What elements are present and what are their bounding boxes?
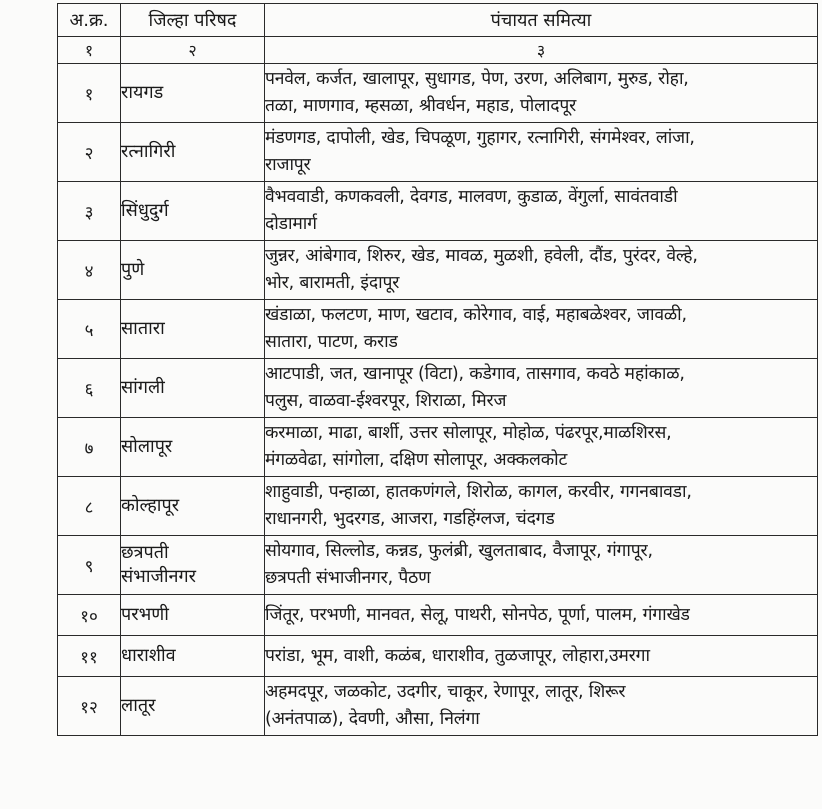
serial-number: १०: [58, 595, 121, 636]
zilla-parishad-name: [121, 300, 265, 359]
samiti-line: छत्रपती संभाजीनगर, पैठण: [265, 568, 431, 588]
samiti-line: परांडा, भूम, वाशी, कळंब, धाराशीव, तुळजापूर, लोहारा,उमरगा: [265, 645, 650, 666]
panchayat-samiti-list: [265, 477, 818, 536]
serial-number: ७: [58, 418, 121, 477]
zilla-parishad-name: [121, 418, 265, 477]
zilla-parishad-name: [121, 64, 265, 123]
samiti-line: (अनंतपाळ), देवणी, औसा, निलंगा: [265, 709, 480, 729]
district-line: सिंधुदुर्ग: [121, 200, 169, 221]
samiti-line: पलुस, वाळवा-ईश्वरपूर, शिराळा, मिरज: [265, 391, 507, 411]
table-row: [58, 536, 818, 595]
district-line: सोलापूर: [121, 436, 173, 457]
panchayat-samiti-list: [265, 359, 818, 418]
serial-number: ११: [58, 636, 121, 677]
samiti-line: मंडणगड, दापोली, खेड, चिपळूण, गुहागर, रत्नागिरी, संगमेश्वर, लांजा,: [265, 128, 695, 148]
table-row: [58, 123, 818, 182]
district-line: पुणे: [121, 259, 145, 280]
samiti-line: तळा, माणगाव, म्हसळा, श्रीवर्धन, महाड, पोलादपूर: [265, 96, 577, 116]
table-row: [58, 677, 818, 736]
samiti-line: दोडामार्ग: [265, 214, 317, 234]
panchayat-samiti-list: [265, 64, 818, 123]
panchayat-samiti-list: [265, 595, 818, 636]
samiti-line: जिंतूर, परभणी, मानवत, सेलू, पाथरी, सोनपेठ, पूर्णा, पालम, गंगाखेड: [265, 604, 690, 625]
district-line: सांगली: [121, 377, 165, 398]
table-row: [58, 636, 818, 677]
zilla-parishad-name: [121, 536, 265, 595]
header-row: [58, 4, 818, 37]
panchayat-samiti-list: [265, 182, 818, 241]
samiti-line: करमाळा, माढा, बार्शी, उत्तर सोलापूर, मोहोळ, पंढरपूर,माळशिरस,: [265, 423, 672, 443]
table-row: [58, 241, 818, 300]
district-line: रत्नागिरी: [121, 141, 176, 162]
samiti-line: आटपाडी, जत, खानापूर (विटा), कडेगाव, तासगाव, कवठे महांकाळ,: [265, 364, 685, 384]
header-panchayat-samitis: पंचायत समित्या: [265, 4, 818, 37]
district-line: लातूर: [121, 695, 156, 716]
panchayat-samiti-table: [57, 3, 818, 736]
column-index-row: [58, 37, 818, 64]
zilla-parishad-name: [121, 677, 265, 736]
serial-number: १२: [58, 677, 121, 736]
panchayat-samiti-list: [265, 677, 818, 736]
district-line: सातारा: [121, 318, 165, 339]
samiti-line: राधानगरी, भुदरगड, आजरा, गडहिंग्लज, चंदगड: [265, 509, 555, 529]
district-line: छत्रपती: [121, 542, 169, 563]
table-row: [58, 418, 818, 477]
samiti-line: वैभववाडी, कणकवली, देवगड, मालवण, कुडाळ, वेंगुर्ला, सावंतवाडी: [265, 187, 678, 207]
district-line: परभणी: [121, 604, 169, 625]
zilla-parishad-name: [121, 359, 265, 418]
district-line: कोल्हापूर: [121, 495, 180, 516]
zilla-parishad-name: [121, 123, 265, 182]
samiti-line: जुन्नर, आंबेगाव, शिरुर, खेड, मावळ, मुळशी, हवेली, दौंड, पुरंदर, वेल्हे,: [265, 246, 698, 266]
column-index-3: ३: [265, 37, 818, 64]
table-row: [58, 182, 818, 241]
column-index-2: २: [121, 37, 265, 64]
serial-number: ४: [58, 241, 121, 300]
samiti-line: खंडाळा, फलटण, माण, खटाव, कोरेगाव, वाई, महाबळेश्वर, जावळी,: [265, 305, 687, 325]
panchayat-samiti-list: [265, 418, 818, 477]
samiti-line: पनवेल, कर्जत, खालापूर, सुधागड, पेण, उरण, अलिबाग, मुरुड, रोहा,: [265, 69, 689, 89]
samiti-line: शाहुवाडी, पन्हाळा, हातकणंगले, शिरोळ, कागल, करवीर, गगनबावडा,: [265, 482, 692, 502]
table-row: [58, 64, 818, 123]
serial-number: ८: [58, 477, 121, 536]
panchayat-samiti-list: [265, 536, 818, 595]
table-row: [58, 477, 818, 536]
serial-number: १: [58, 64, 121, 123]
zilla-parishad-name: [121, 182, 265, 241]
samiti-line: अहमदपूर, जळकोट, उदगीर, चाकूर, रेणापूर, लातूर, शिरूर: [265, 682, 626, 702]
header-zilla-parishad: जिल्हा परिषद: [121, 4, 265, 37]
zilla-parishad-name: [121, 636, 265, 677]
samiti-line: सोयगाव, सिल्लोड, कन्नड, फुलंब्री, खुलताबाद, वैजापूर, गंगापूर,: [265, 541, 653, 561]
table-row: [58, 300, 818, 359]
panchayat-samiti-list: [265, 241, 818, 300]
table-row: [58, 595, 818, 636]
header-serial-number: अ.क्र.: [58, 4, 121, 37]
zilla-parishad-name: [121, 477, 265, 536]
table-row: [58, 359, 818, 418]
samiti-line: मंगळवेढा, सांगोला, दक्षिण सोलापूर, अक्कलकोट: [265, 450, 568, 470]
serial-number: ३: [58, 182, 121, 241]
samiti-line: भोर, बारामती, इंदापूर: [265, 273, 400, 293]
panchayat-samiti-list: [265, 123, 818, 182]
serial-number: ९: [58, 536, 121, 595]
serial-number: २: [58, 123, 121, 182]
panchayat-samiti-list: [265, 300, 818, 359]
serial-number: ६: [58, 359, 121, 418]
column-index-1: १: [58, 37, 121, 64]
samiti-line: सातारा, पाटण, कराड: [265, 332, 398, 352]
district-line: संभाजीनगर: [121, 566, 196, 587]
district-line: धाराशीव: [121, 645, 176, 666]
serial-number: ५: [58, 300, 121, 359]
zilla-parishad-name: [121, 595, 265, 636]
district-line: रायगड: [121, 82, 164, 103]
zilla-parishad-name: [121, 241, 265, 300]
samiti-line: राजापूर: [265, 155, 311, 175]
panchayat-samiti-list: [265, 636, 818, 677]
